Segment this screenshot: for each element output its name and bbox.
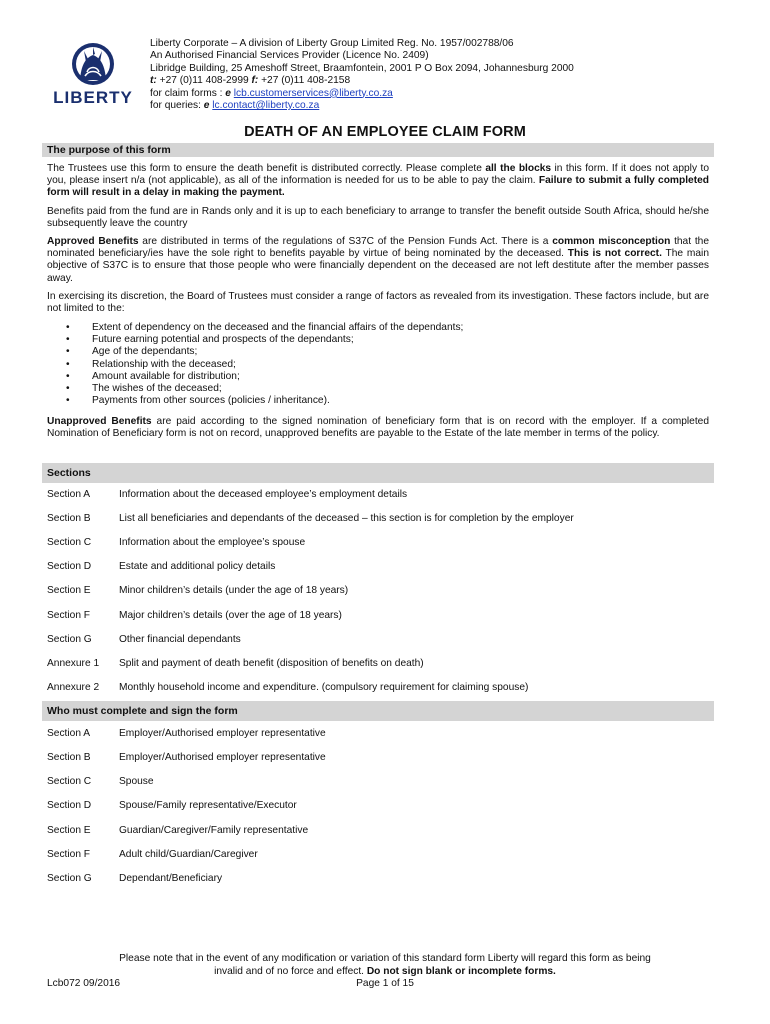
signers-heading: Who must complete and sign the form [42, 701, 714, 721]
p3-text: are distributed in terms of the regulations of S37C of the Pension Funds Act. There is a [138, 236, 553, 247]
section-key: Section A [47, 489, 91, 500]
section-key: Section E [47, 585, 91, 596]
liberty-logo [48, 42, 138, 108]
signer-role: Employer/Authorised employer representative [119, 728, 326, 739]
signer-role: Spouse/Family representative/Executor [119, 800, 297, 811]
section-description: Split and payment of death benefit (disposition of benefits on death) [119, 658, 424, 669]
section-key: Section F [47, 849, 91, 860]
purpose-heading: The purpose of this form [42, 143, 714, 157]
phone-label: t: [150, 75, 157, 87]
company-line-1: Liberty Corporate – A division of Liberty Group Limited Reg. No. 1957/002788/06 [150, 38, 514, 49]
factors-list [66, 322, 463, 407]
company-line-3: Libridge Building, 25 Ameshoff Street, Braamfontein, 2001 P O Box 2094, Johannesburg 2000 [150, 62, 574, 74]
section-key: Section D [47, 800, 92, 811]
p1-bold-blocks: all the blocks [485, 163, 552, 174]
section-key: Section B [47, 752, 91, 763]
company-phone-line [150, 75, 574, 87]
claims-email-link[interactable]: lcb.customerservices@liberty.co.za [233, 87, 393, 99]
section-description: Major children’s details (over the age of 18 years) [119, 610, 342, 621]
section-key: Section G [47, 873, 92, 884]
p5-text: are paid according to the signed nomination of beneficiary form that is on record with the employer. If a completed Nomination of Beneficiary form is not on record, unapproved benefits are payable to the Estate of the late member in terms of the policy. [47, 416, 709, 440]
misconception-label: common misconception [552, 236, 671, 247]
section-key: Annexure 2 [47, 682, 100, 693]
section-description: Information about the employee’s spouse [119, 537, 306, 548]
fax-value: +27 (0)11 408-2158 [258, 75, 351, 87]
purpose-paragraph-2: Benefits paid from the fund are in Rands only and it is up to each beneficiary to arrange to transfer the benefit outside South Africa, should he/she subsequently leave the country [47, 206, 709, 230]
p3-text-2: that the nominated beneficiary/ies have the sole right to benefits payable by virtue of being nominated by the deceased. [47, 236, 709, 260]
signer-role: Spouse [119, 776, 154, 787]
section-key: Section G [47, 634, 92, 645]
p1-text: The Trustees use this form to ensure the death benefit is distributed correctly. Please complete [47, 163, 486, 174]
section-description: Estate and additional policy details [119, 561, 276, 572]
footer-note-bold: Do not sign blank or incomplete forms. [366, 965, 556, 977]
footer-note-text: invalid and of no force and effect. [214, 965, 367, 977]
page-number: Page 1 of 15 [356, 978, 414, 990]
section-description: Minor children’s details (under the age of 18 years) [119, 585, 349, 596]
purpose-paragraph-5 [47, 416, 709, 440]
statue-of-liberty-icon [71, 42, 115, 86]
section-key: Section C [47, 776, 92, 787]
queries-email-link[interactable]: lc.contact@liberty.co.za [212, 100, 320, 112]
section-description: List all beneficiaries and dependants of the deceased – this section is for completion by the employer [119, 513, 574, 524]
claims-prefix: for claim forms : [150, 87, 226, 99]
footer-note-line-2 [0, 966, 770, 979]
purpose-paragraph-4: In exercising its discretion, the Board of Trustees must consider a range of factors as revealed from its investigation. These factors include, but are not limited to the: [47, 291, 709, 315]
p3-text-3: The main objective of S37C is to ensure that those people who were financially dependent on the deceased are not left destitute after the member passes away. [47, 248, 709, 284]
email-label: e [225, 87, 234, 99]
not-correct-label: This is not correct. [567, 248, 662, 260]
section-key: Section D [47, 561, 92, 572]
footer-note-line-1: Please note that in the event of any modification or variation of this standard form Liberty will regard this form as being [119, 953, 651, 964]
list-item: • Amount available for distribution; [66, 371, 463, 383]
list-item: • Relationship with the deceased; [66, 359, 463, 371]
logo-wordmark: LIBERTY [53, 88, 133, 107]
list-item: • Payments from other sources (policies / inheritance). [66, 395, 463, 407]
phone-value: +27 (0)11 408-2999 [156, 75, 252, 87]
list-item: • Age of the dependants; [66, 346, 463, 358]
approved-benefits-label: Approved Benefits [47, 236, 139, 247]
section-key: Section A [47, 728, 91, 739]
section-key: Section C [47, 537, 92, 548]
purpose-paragraph-1 [47, 163, 709, 200]
section-key: Annexure 1 [47, 658, 100, 669]
section-description: Information about the deceased employee’s employment details [119, 489, 408, 500]
signer-role: Dependant/Beneficiary [119, 873, 223, 884]
form-title: DEATH OF AN EMPLOYEE CLAIM FORM [244, 124, 526, 140]
signer-role: Adult child/Guardian/Caregiver [119, 849, 258, 860]
queries-email-line [150, 100, 574, 112]
queries-prefix: for queries: [150, 100, 204, 112]
section-key: Section B [47, 513, 91, 524]
email-label: e [203, 100, 213, 112]
section-key: Section E [47, 825, 91, 836]
company-line-2: An Authorised Financial Services Provider (Licence No. 2409) [150, 50, 429, 62]
p1-bold-warning: Failure to submit a fully completed form will result in a delay in making the payment. [47, 175, 709, 199]
purpose-paragraph-3 [47, 236, 709, 285]
section-description: Monthly household income and expenditure. (compulsory requirement for claiming spouse) [119, 682, 529, 693]
signer-role: Guardian/Caregiver/Family representative [119, 825, 309, 836]
section-description: Other financial dependants [119, 634, 241, 645]
list-item: • Extent of dependency on the deceased and the financial affairs of the dependants; [66, 322, 463, 334]
claims-email-line [150, 88, 574, 100]
list-item: • The wishes of the deceased; [66, 383, 463, 395]
sections-heading: Sections [42, 463, 714, 483]
list-item: • Future earning potential and prospects of the dependants; [66, 334, 463, 346]
p1-text-2: in this form. If it does not apply to you, please insert n/a (not applicable), as all of the information is needed for us to be able to pay the claim. [47, 163, 709, 187]
form-code: Lcb072 09/2016 [47, 978, 121, 989]
unapproved-benefits-label: Unapproved Benefits [47, 416, 152, 427]
section-key: Section F [47, 610, 91, 621]
signer-role: Employer/Authorised employer representative [119, 752, 326, 763]
fax-label: f: [251, 75, 259, 87]
company-info [150, 38, 574, 112]
